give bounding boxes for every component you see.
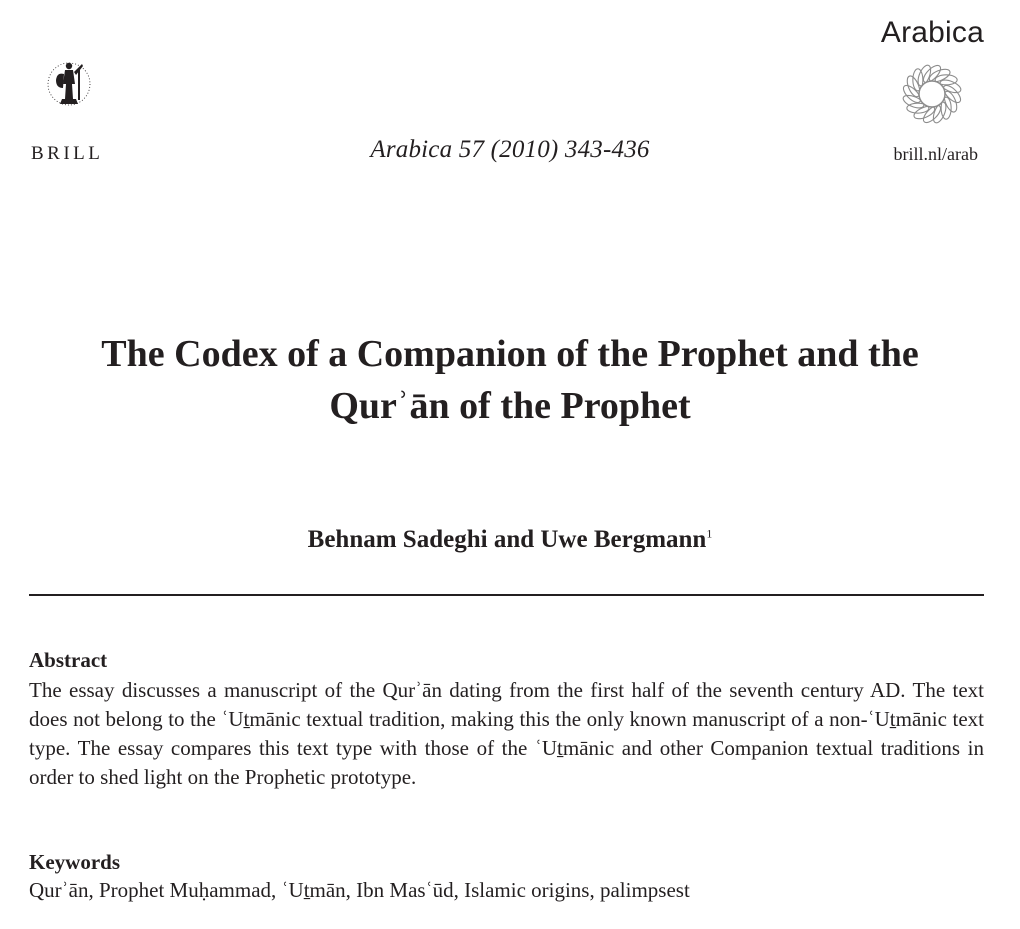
- article-title-line1: The Codex of a Companion of the Prophet and the: [101, 333, 919, 375]
- abstract-heading: Abstract: [29, 648, 108, 672]
- keywords-heading: Keywords: [29, 850, 120, 874]
- article-title: [40, 328, 980, 432]
- journal-citation: Arabica 57 (2010) 343-436: [370, 136, 650, 163]
- rosette-center: [919, 81, 945, 107]
- journal-name: Arabica: [880, 16, 984, 49]
- author-names: Behnam Sadeghi and Uwe Bergmann: [307, 526, 707, 553]
- journal-url: brill.nl/arab: [893, 144, 978, 164]
- journal-rosette-logo: [898, 60, 966, 133]
- keywords-text: Qurʾān, Prophet Muḥammad, ʿUṯmān, Ibn Masʿūd, Islamic origins, palimpsest: [29, 878, 690, 902]
- brill-seal-logo: [24, 44, 114, 128]
- article-authors: [0, 526, 1020, 554]
- abstract-text: The essay discusses a manuscript of the Qurʾān dating from the first half of the seventh century AD. The text does not belong to the ʿUṯmānic textual tradition, making this the only known manuscript of a non-ʿUṯmānic text type. The essay compares this text type with those of the ʿUṯmānic and other Companion textual traditions in order to shed light on the Prophetic prototype.: [29, 678, 984, 789]
- article-title-line2: Qurʾān of the Prophet: [329, 385, 691, 427]
- header-divider: [29, 594, 984, 596]
- publisher-name: BRILL: [31, 143, 104, 164]
- footnote-mark: 1: [706, 526, 713, 541]
